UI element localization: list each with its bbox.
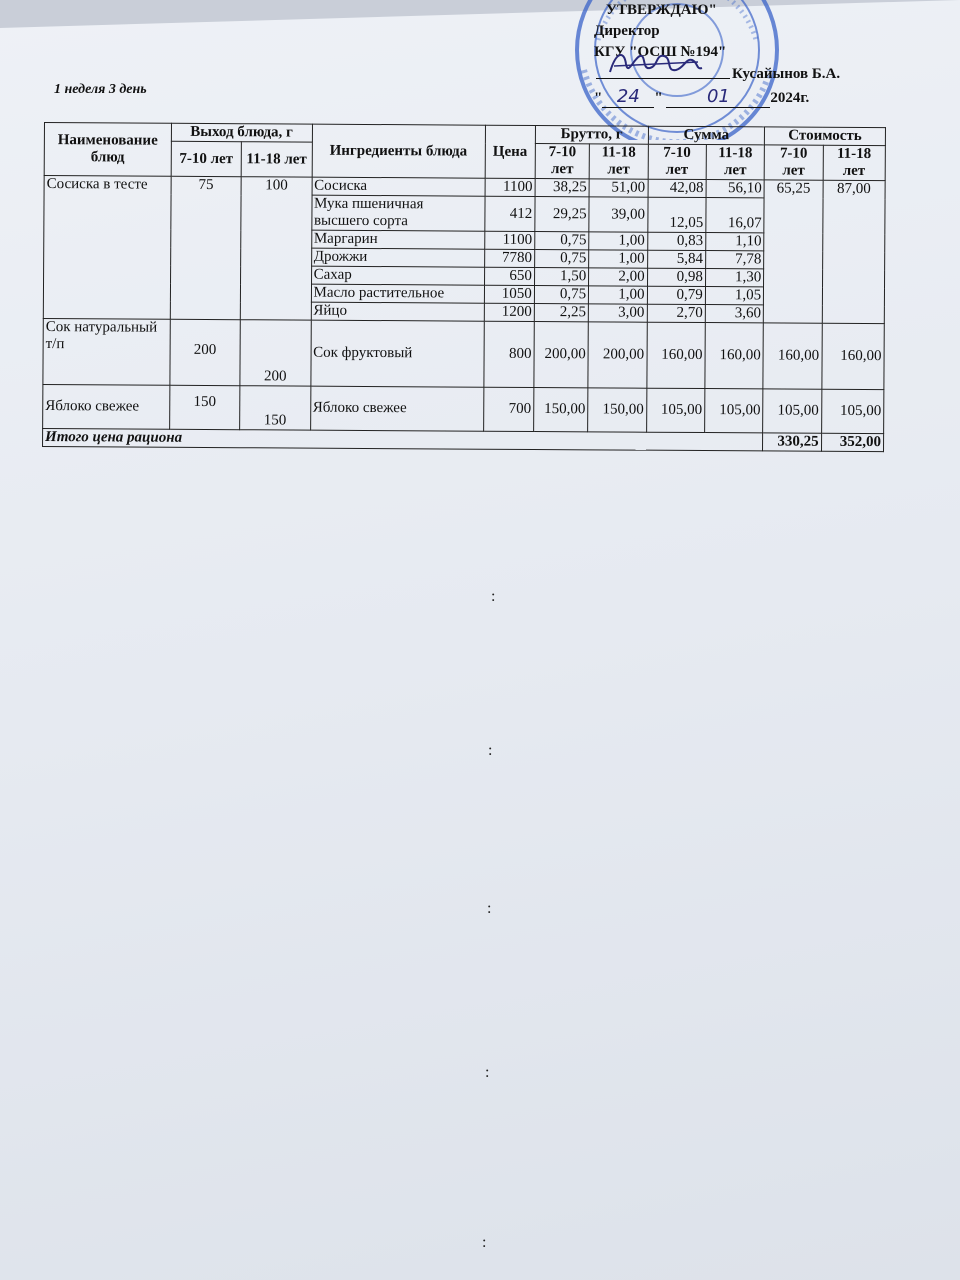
ingredient-price: 7780 xyxy=(484,249,534,267)
ingredient-gross-age2: 200,00 xyxy=(588,322,647,388)
date-quote-close: " xyxy=(654,90,663,106)
dish-cost-age2: 105,00 xyxy=(821,389,884,433)
header-gross-age2: 11-18 лет xyxy=(589,144,648,179)
ingredient-price: 1100 xyxy=(485,178,535,196)
dish-yield-age2: 200 xyxy=(240,320,311,386)
dish-cost-age1: 160,00 xyxy=(763,323,822,389)
ingredient-gross-age1: 0,75 xyxy=(534,285,588,303)
ingredient-name: Сахар xyxy=(311,266,484,285)
dish-cost-age1: 105,00 xyxy=(763,389,822,433)
ingredient-sum-age1: 0,98 xyxy=(647,268,705,286)
ingredient-sum-age1: 0,83 xyxy=(647,232,705,250)
director-name: Кусайынов Б.А. xyxy=(732,66,841,82)
ingredient-sum-age2: 16,07 xyxy=(706,198,765,233)
ingredient-price: 412 xyxy=(484,196,535,231)
ingredient-gross-age2: 39,00 xyxy=(589,197,648,232)
ingredient-sum-age2: 105,00 xyxy=(704,389,763,433)
signature-icon xyxy=(606,46,706,82)
ingredient-sum-age2: 1,30 xyxy=(705,269,763,287)
ingredient-name: Яблоко свежее xyxy=(310,386,483,431)
ingredient-sum-age2: 7,78 xyxy=(705,251,763,269)
dish-name: Сок натуральный т/п xyxy=(43,318,170,385)
bleed-mark: : xyxy=(482,1234,487,1251)
ingredient-sum-age2: 160,00 xyxy=(705,323,764,389)
date-quote-open: " xyxy=(594,90,603,106)
header-gross-age1: 7-10 лет xyxy=(535,144,590,179)
total-age1: 330,25 xyxy=(763,433,821,451)
approval-organization: КГУ "ОСШ №194" xyxy=(594,44,727,60)
header-yield: Выход блюда, г xyxy=(171,123,312,142)
header-gross: Брутто, г xyxy=(535,126,648,145)
ingredient-price: 650 xyxy=(484,267,534,285)
approval-date xyxy=(594,86,809,109)
dish-name: Яблоко свежее xyxy=(43,384,170,429)
ingredient-gross-age2: 150,00 xyxy=(588,388,647,432)
bleed-mark: : xyxy=(485,1064,490,1081)
date-day: 24 xyxy=(602,86,654,108)
ingredient-gross-age2: 1,00 xyxy=(589,286,647,304)
bleed-mark: : xyxy=(487,900,492,917)
date-year: 2024г. xyxy=(770,90,810,106)
ingredient-name: Маргарин xyxy=(311,230,484,249)
header-ingredients: Ингредиенты блюда xyxy=(312,124,485,178)
ingredient-gross-age1: 29,25 xyxy=(535,197,590,232)
ingredient-gross-age1: 1,50 xyxy=(534,267,588,285)
ingredient-sum-age1: 160,00 xyxy=(646,322,705,388)
ingredient-gross-age2: 51,00 xyxy=(589,179,647,197)
ingredient-sum-age2: 3,60 xyxy=(705,305,763,323)
ingredient-sum-age1: 105,00 xyxy=(646,388,705,432)
dish-yield-age1: 200 xyxy=(170,319,241,385)
header-yield-age1: 7-10 лет xyxy=(171,141,242,176)
header-dish: Наименование блюд xyxy=(44,123,171,177)
ingredient-sum-age1: 0,79 xyxy=(647,286,705,304)
ingredient-gross-age1: 150,00 xyxy=(533,387,588,431)
ingredient-sum-age1: 2,70 xyxy=(647,304,705,322)
table-row xyxy=(43,384,884,433)
dish-cost-age2: 160,00 xyxy=(821,323,884,389)
ingredient-gross-age1: 0,75 xyxy=(535,231,589,249)
ingredient-name: Сок фруктовый xyxy=(310,320,483,387)
ingredient-sum-age2: 1,05 xyxy=(705,287,763,305)
ingredient-gross-age2: 1,00 xyxy=(589,250,647,268)
ingredient-price: 1100 xyxy=(484,231,534,249)
dish-yield-age2: 100 xyxy=(240,177,311,320)
bleed-mark: : xyxy=(488,742,493,759)
dish-cost-age2: 87,00 xyxy=(822,180,885,323)
ingredient-price: 1050 xyxy=(484,285,534,303)
header-sum: Сумма xyxy=(648,126,765,145)
ingredient-name: Сосиска xyxy=(312,177,485,196)
dish-name: Сосиска в тесте xyxy=(43,176,171,320)
ingredient-name: Дрожжи xyxy=(311,248,484,267)
ingredient-gross-age1: 200,00 xyxy=(534,321,589,387)
ingredient-gross-age2: 3,00 xyxy=(588,304,646,322)
ingredient-sum-age2: 56,10 xyxy=(706,180,764,198)
menu-table xyxy=(42,122,886,452)
table-row xyxy=(43,318,884,389)
bleed-mark: : xyxy=(491,588,496,605)
header-price: Цена xyxy=(485,125,536,178)
ingredient-name: Мука пшеничная высшего сорта xyxy=(311,195,484,231)
ingredient-sum-age1: 42,08 xyxy=(648,179,706,197)
ingredient-gross-age2: 1,00 xyxy=(589,232,647,250)
ingredient-gross-age1: 38,25 xyxy=(535,179,589,197)
header-sum-age2: 11-18 лет xyxy=(706,145,765,180)
ingredient-sum-age2: 1,10 xyxy=(706,233,764,251)
ingredient-name: Яйцо xyxy=(311,302,484,321)
approval-position: Директор xyxy=(594,23,660,39)
period-label: 1 неделя 3 день xyxy=(54,82,147,97)
ingredient-price: 1200 xyxy=(484,303,534,321)
date-month: 01 xyxy=(666,86,770,108)
ingredient-name: Масло растительное xyxy=(311,284,484,303)
ingredient-sum-age1: 12,05 xyxy=(647,197,706,232)
total-age2: 352,00 xyxy=(821,433,884,451)
header-yield-age2: 11-18 лет xyxy=(241,142,312,177)
total-label: Итого цена рациона xyxy=(43,428,763,450)
dish-yield-age1: 150 xyxy=(169,385,240,429)
ingredient-gross-age2: 2,00 xyxy=(589,268,647,286)
approval-heading: УТВЕРЖДАЮ" xyxy=(606,2,717,18)
ingredient-price: 800 xyxy=(483,321,534,387)
header-cost-age1: 7-10 лет xyxy=(764,145,823,180)
ingredient-sum-age1: 5,84 xyxy=(647,250,705,268)
ingredient-price: 700 xyxy=(483,387,534,431)
ingredient-gross-age1: 0,75 xyxy=(534,249,588,267)
dish-yield-age2: 150 xyxy=(240,386,311,430)
ingredient-gross-age1: 2,25 xyxy=(534,303,588,321)
dish-yield-age1: 75 xyxy=(170,176,241,319)
header-cost-age2: 11-18 лет xyxy=(823,145,886,180)
header-cost: Стоимость xyxy=(765,127,886,146)
dish-cost-age1: 65,25 xyxy=(764,180,823,323)
header-sum-age1: 7-10 лет xyxy=(648,144,707,179)
